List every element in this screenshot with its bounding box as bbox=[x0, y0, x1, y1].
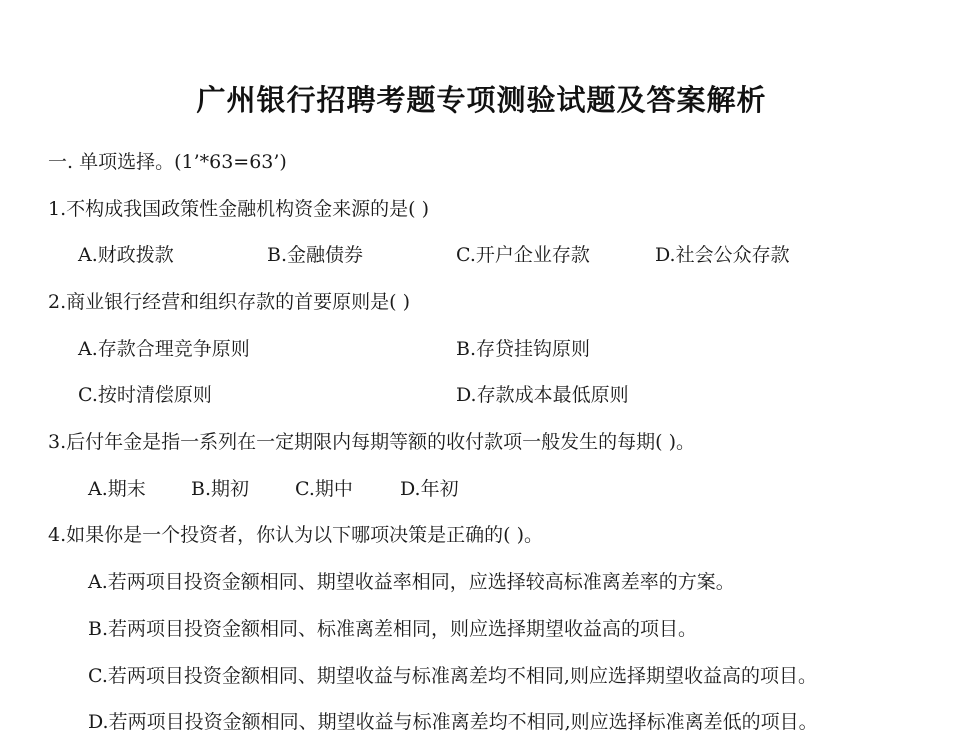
question-4-option-a: A.若两项目投资金额相同、期望收益率相同，应选择较高标准离差率的方案。 bbox=[88, 571, 735, 593]
question-2-option-d: D.存款成本最低原则 bbox=[456, 384, 629, 406]
question-4-option-d: D.若两项目投资金额相同、期望收益与标准离差均不相同,则应选择标准离差低的项目。 bbox=[88, 711, 818, 733]
question-4-option-b: B.若两项目投资金额相同、标准离差相同，则应选择期望收益高的项目。 bbox=[88, 618, 698, 640]
question-4-option-c: C.若两项目投资金额相同、期望收益与标准离差均不相同,则应选择期望收益高的项目。 bbox=[88, 665, 817, 687]
question-3-option-b: B.期初 bbox=[191, 478, 250, 500]
question-3-option-d: D.年初 bbox=[400, 478, 459, 500]
question-2-stem: 2.商业银行经营和组织存款的首要原则是( ) bbox=[48, 291, 410, 313]
question-3-stem: 3.后付年金是指一系列在一定期限内每期等额的收付款项一般发生的每期( )。 bbox=[48, 431, 695, 453]
question-1-option-d: D.社会公众存款 bbox=[655, 244, 790, 266]
question-2-option-b: B.存贷挂钩原则 bbox=[456, 338, 591, 360]
question-4-stem: 4.如果你是一个投资者，你认为以下哪项决策是正确的( )。 bbox=[48, 524, 543, 546]
question-3-option-c: C.期中 bbox=[295, 478, 353, 500]
question-3-option-a: A.期末 bbox=[88, 478, 146, 500]
question-2-option-a: A.存款合理竞争原则 bbox=[78, 338, 250, 360]
question-1-stem: 1.不构成我国政策性金融机构资金来源的是( ) bbox=[48, 198, 429, 220]
question-2-option-c: C.按时清偿原则 bbox=[78, 384, 212, 406]
section-header: 一. 单项选择。(1’*63=63’) bbox=[48, 151, 287, 173]
question-1-option-b: B.金融债券 bbox=[267, 244, 364, 266]
question-1-option-a: A.财政拨款 bbox=[78, 244, 174, 266]
document-title: 广州银行招聘考题专项测验试题及答案解析 bbox=[196, 83, 767, 117]
question-1-option-c: C.开户企业存款 bbox=[456, 244, 590, 266]
